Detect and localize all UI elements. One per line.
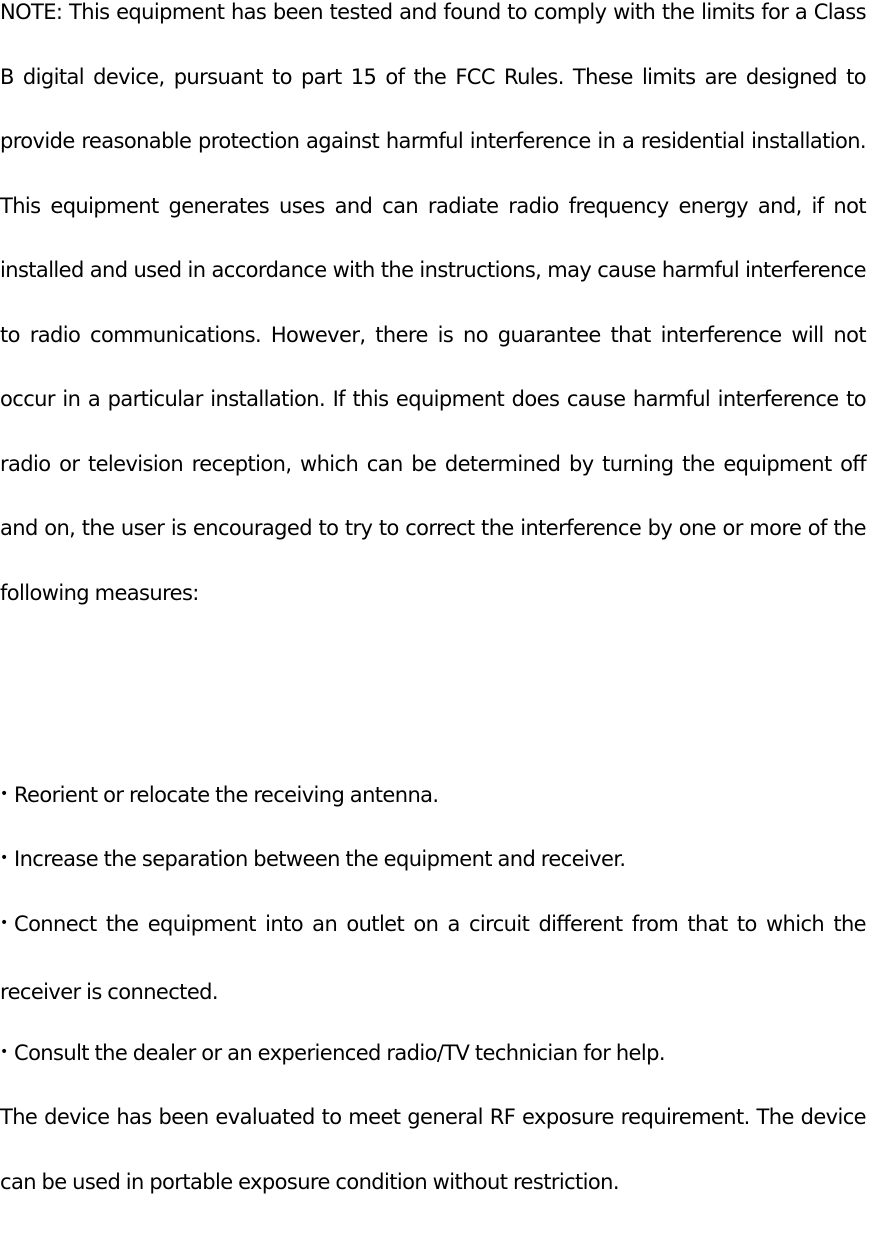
measure-item-text: Consult the dealer or an experienced radio/TV technician for help. [14,1041,665,1065]
fcc-notice-paragraph [0,0,866,625]
measure-item-text: Increase the separation between the equipment and receiver. [14,847,626,871]
measure-item-text: Reorient or relocate the receiving antenna. [14,783,439,807]
fcc-notice-text: NOTE: This equipment has been tested and found to comply with the limits for a Class B digital device, pursuant to part 15 of the FCC Rules. These limits are designed to provide reasonable protection against harmful interference in a residential installation. This equipment generates uses and can radiate radio frequency energy and, if not installed and used in accordance with the instructions, may cause harmful interference to radio communications. However, there is no guarantee that interference will not occur in a particular installation. If this equipment does cause harmful interference to radio or television reception, which can be determined by turning the equipment off and on, the user is encouraged to try to correct the interference by one or more of the following measures: [0,0,866,605]
measure-item [0,1021,866,1089]
measure-item [0,763,866,831]
measure-item [0,827,866,895]
measure-item [0,892,866,1024]
measure-item-text: Connect the equipment into an outlet on a circuit different from that to which the receiver is connected. [0,912,866,1004]
bullet-icon: • [0,915,8,931]
bullet-icon: • [0,786,8,802]
rf-exposure-text: The device has been evaluated to meet general RF exposure requirement. The device can be used in portable exposure condition without restriction. [0,1105,866,1194]
bullet-icon: • [0,1044,8,1060]
bullet-icon: • [0,850,8,866]
rf-exposure-paragraph [0,1085,866,1214]
